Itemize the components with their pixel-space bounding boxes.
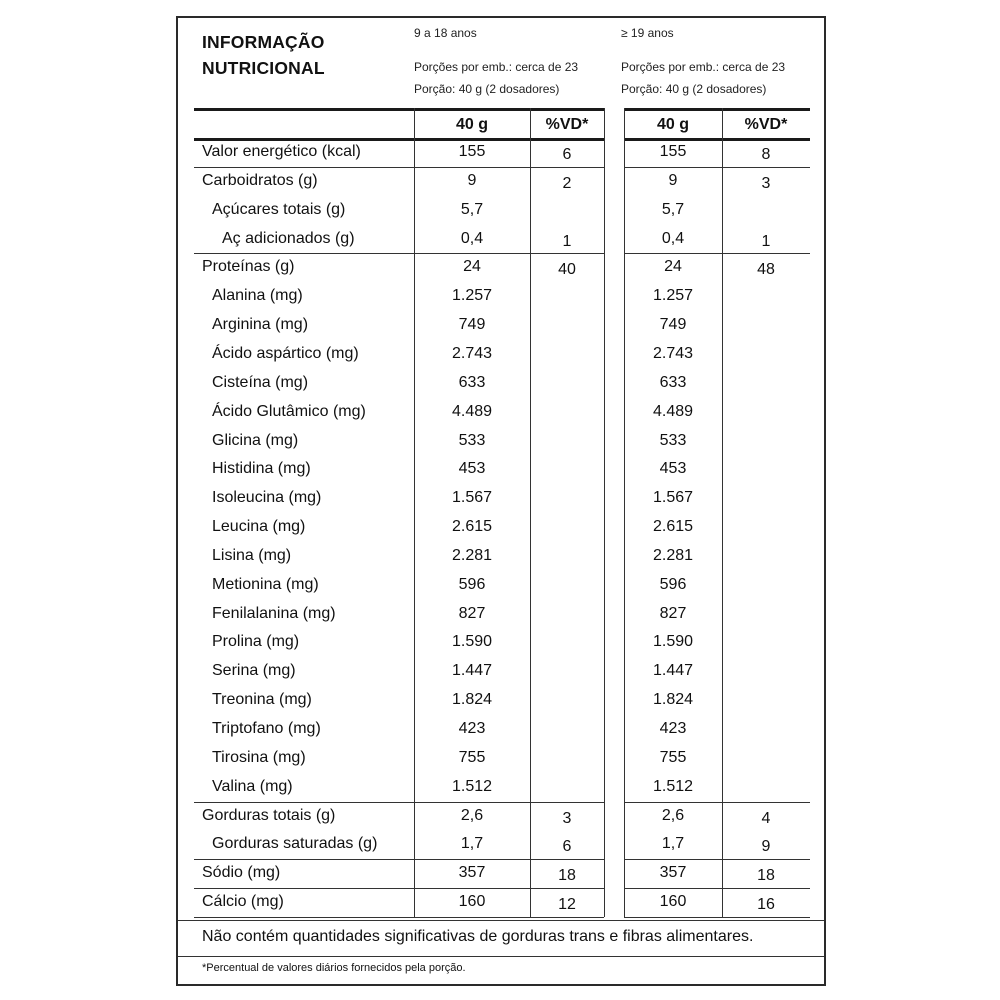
col-header-amount: 40 g: [455, 116, 488, 133]
nutrition-facts-panel: [176, 16, 826, 986]
amount-value: 1.257: [652, 287, 694, 305]
vd-value: 16: [757, 896, 775, 914]
nutrient-label: Carboidratos (g): [202, 171, 318, 189]
vd-value: 3: [761, 174, 771, 192]
column-divider: [624, 108, 625, 917]
column-divider: [722, 108, 723, 917]
nutrient-label: Treonina (mg): [212, 691, 312, 709]
table-rule: [194, 917, 604, 918]
nutrient-label: Sódio (mg): [202, 864, 281, 882]
amount-value: 1.824: [451, 691, 493, 709]
vd-value: 6: [562, 146, 572, 163]
table-rule: [194, 108, 604, 111]
group1-portion: Porção: 40 g (2 dosadores): [414, 82, 560, 96]
panel-title-line1: INFORMAÇÃO: [202, 32, 325, 52]
nutrient-label: Cálcio (mg): [202, 893, 284, 911]
amount-value: 1.590: [652, 633, 694, 651]
table-rule: [624, 917, 810, 918]
vd-value: 12: [558, 896, 576, 914]
vd-value: 40: [558, 261, 576, 279]
vd-value: 3: [562, 809, 572, 827]
table-rule: [194, 253, 604, 254]
table-rule: [194, 802, 604, 803]
nutrient-label: Alanina (mg): [212, 287, 303, 305]
amount-value: 1.512: [652, 777, 694, 795]
table-rule: [194, 167, 604, 168]
amount-value: 155: [659, 143, 687, 160]
vd-value: 18: [558, 867, 576, 885]
column-divider: [530, 108, 531, 917]
nutrient-label: Açúcares totais (g): [212, 200, 346, 218]
nutrient-label: Prolina (mg): [212, 633, 300, 651]
amount-value: 827: [659, 604, 687, 622]
amount-value: 1.567: [451, 489, 493, 507]
vd-value: 9: [761, 838, 771, 856]
group1-age: 9 a 18 anos: [414, 26, 477, 40]
amount-value: 357: [458, 864, 486, 882]
table-rule: [624, 888, 810, 889]
col-header-amount: 40 g: [656, 116, 689, 133]
table-rule: [624, 167, 810, 168]
amount-value: 749: [659, 316, 687, 334]
amount-value: 533: [659, 431, 687, 449]
nutrient-label: Arginina (mg): [212, 316, 309, 334]
amount-value: 596: [458, 575, 486, 593]
amount-value: 5,7: [460, 200, 484, 218]
group1-portions: Porções por emb.: cerca de 23: [414, 60, 579, 74]
col-header-vd: %VD*: [545, 116, 589, 133]
amount-value: 2.281: [652, 546, 694, 564]
nutrient-label: Tirosina (mg): [212, 748, 306, 766]
amount-value: 2.615: [451, 518, 493, 536]
nutrient-label: Isoleucina (mg): [212, 489, 322, 507]
nutrient-label: Ácido Glutâmico (mg): [212, 402, 366, 420]
amount-value: 423: [458, 720, 486, 737]
table-rule: [624, 859, 810, 860]
amount-value: 9: [668, 171, 678, 189]
table-rule: [194, 888, 604, 889]
amount-value: 2,6: [661, 806, 685, 824]
amount-value: 827: [458, 604, 486, 622]
nutrient-label: Lisina (mg): [212, 546, 292, 564]
amount-value: 755: [659, 748, 687, 766]
amount-value: 4.489: [652, 402, 694, 420]
nutrient-label: Glicina (mg): [212, 431, 299, 449]
nutrient-label: Ácido aspártico (mg): [212, 344, 359, 362]
group2-portion: Porção: 40 g (2 dosadores): [621, 82, 767, 96]
column-divider: [414, 108, 415, 917]
nutrient-label: Leucina (mg): [212, 518, 306, 536]
amount-value: 1.590: [451, 633, 493, 651]
amount-value: 2.743: [652, 344, 694, 362]
vd-footnote: *Percentual de valores diários fornecidos pela porção.: [202, 962, 466, 974]
table-rule: [194, 138, 604, 141]
amount-value: 1,7: [460, 835, 484, 853]
amount-value: 0,4: [460, 229, 484, 247]
amount-value: 633: [458, 373, 486, 391]
amount-value: 160: [458, 893, 486, 911]
nutrient-label: Cisteína (mg): [212, 373, 309, 391]
amount-value: 423: [659, 720, 687, 737]
nutrient-label: Valor energético (kcal): [202, 143, 361, 160]
amount-value: 1.447: [451, 662, 493, 680]
nutrient-label: Aç adicionados (g): [222, 229, 355, 247]
amount-value: 1.567: [652, 489, 694, 507]
amount-value: 633: [659, 373, 687, 391]
amount-value: 357: [659, 864, 687, 882]
amount-value: 453: [659, 460, 687, 478]
table-bottom-rule: [178, 920, 824, 921]
amount-value: 24: [463, 258, 481, 276]
nutrient-label: Valina (mg): [212, 777, 293, 795]
panel-title-line2: NUTRICIONAL: [202, 58, 325, 78]
amount-value: 9: [467, 171, 477, 189]
nutrient-label: Proteínas (g): [202, 258, 295, 276]
group2-age: ≥ 19 anos: [621, 26, 674, 40]
amount-value: 453: [458, 460, 486, 478]
vd-value: 4: [761, 809, 771, 827]
vd-value: 8: [761, 146, 771, 163]
col-header-vd: %VD*: [744, 116, 788, 133]
table-rule: [194, 859, 604, 860]
group2-portions: Porções por emb.: cerca de 23: [621, 60, 786, 74]
amount-value: 1.512: [451, 777, 493, 795]
amount-value: 2.281: [451, 546, 493, 564]
nutrient-label: Serina (mg): [212, 662, 296, 680]
amount-value: 2.743: [451, 344, 493, 362]
amount-value: 1.257: [451, 287, 493, 305]
column-divider: [604, 108, 605, 917]
amount-value: 155: [458, 143, 486, 160]
table-rule: [624, 138, 810, 141]
nutrient-label: Triptofano (mg): [212, 720, 321, 737]
amount-value: 5,7: [661, 200, 685, 218]
amount-value: 0,4: [661, 229, 685, 247]
trans-fat-note: Não contém quantidades significativas de gorduras trans e fibras alimentares.: [202, 928, 754, 945]
footer-divider: [178, 956, 824, 957]
nutrient-label: Gorduras totais (g): [202, 806, 336, 824]
amount-value: 1,7: [661, 835, 685, 853]
vd-value: 2: [562, 174, 572, 192]
amount-value: 533: [458, 431, 486, 449]
vd-value: 1: [761, 232, 771, 250]
amount-value: 596: [659, 575, 687, 593]
table-rule: [624, 253, 810, 254]
vd-value: 18: [757, 867, 775, 885]
nutrient-label: Histidina (mg): [212, 460, 311, 478]
amount-value: 2,6: [460, 806, 484, 824]
vd-value: 1: [562, 232, 572, 250]
amount-value: 749: [458, 316, 486, 334]
amount-value: 4.489: [451, 402, 493, 420]
amount-value: 2.615: [652, 518, 694, 536]
vd-value: 6: [562, 838, 572, 856]
amount-value: 1.447: [652, 662, 694, 680]
nutrient-label: Metionina (mg): [212, 575, 319, 593]
amount-value: 160: [659, 893, 687, 911]
amount-value: 1.824: [652, 691, 694, 709]
amount-value: 755: [458, 748, 486, 766]
vd-value: 48: [757, 261, 775, 279]
table-rule: [624, 802, 810, 803]
nutrient-label: Fenilalanina (mg): [212, 604, 336, 622]
amount-value: 24: [664, 258, 682, 276]
nutrient-label: Gorduras saturadas (g): [212, 835, 378, 853]
table-rule: [624, 108, 810, 111]
